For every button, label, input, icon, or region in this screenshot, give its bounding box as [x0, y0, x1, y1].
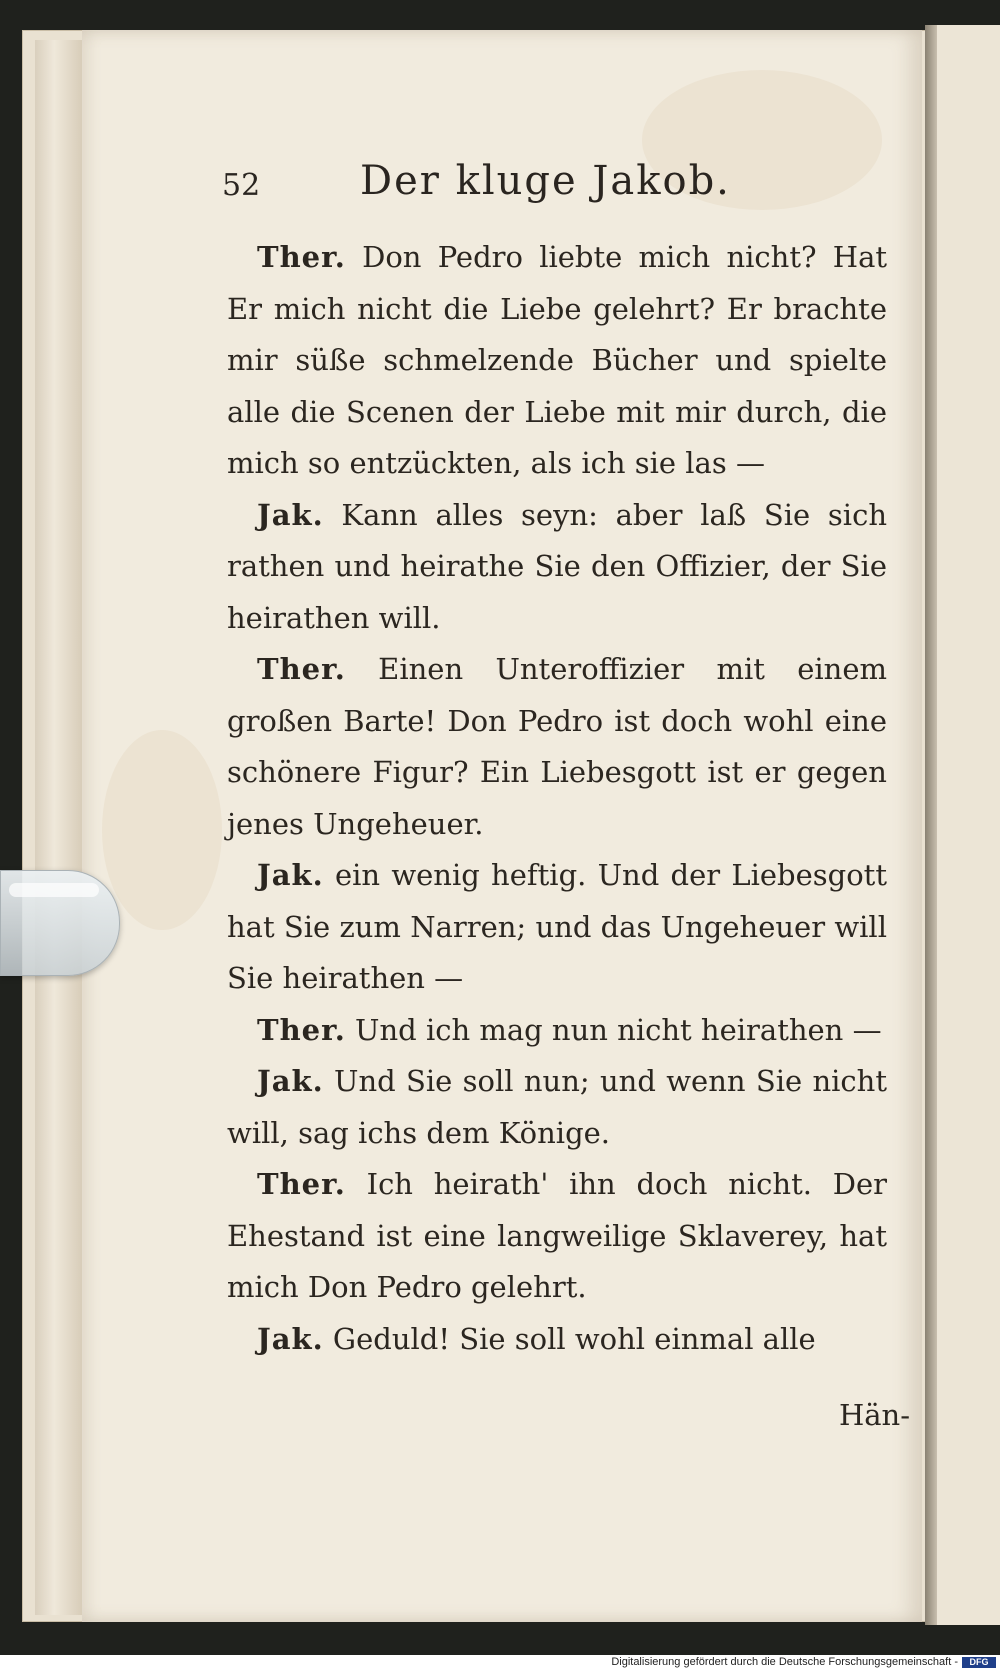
- speech-text: Und Sie soll nun; und wenn Sie nicht will, sag ichs dem Könige.: [227, 1064, 888, 1150]
- speech: [227, 1005, 887, 1057]
- speaker-label: Jak.: [257, 1064, 324, 1098]
- catchword: Hän-: [838, 1398, 910, 1432]
- speech-text: Ich heirath' ihn doch nicht. Der Ehestand ist eine langweilige Sklaverey, hat mich Don Pedro gelehrt.: [227, 1167, 887, 1304]
- speech-text: Einen Unteroffizier mit einem großen Barte! Don Pedro ist doch wohl eine schönere Figur? Ein Liebesgott ist er gegen jenes Ungeheuer.: [227, 652, 888, 841]
- page-header: [222, 158, 742, 208]
- speech: [227, 1056, 887, 1159]
- speaker-label: Ther.: [257, 652, 346, 686]
- dfg-logo: DFG: [962, 1657, 996, 1668]
- speaker-label: Jak.: [257, 497, 324, 532]
- speaker-label: Ther.: [257, 240, 346, 274]
- page-clamp: [0, 870, 120, 976]
- speaker-label: Ther.: [257, 1012, 346, 1047]
- speech-text: ein wenig heftig. Und der Liebesgott hat Sie zum Narren; und das Ungeheuer will Sie heirathen —: [227, 858, 887, 995]
- speech: [227, 490, 887, 645]
- page-block-edge: [35, 40, 84, 1615]
- speech: [227, 850, 887, 1005]
- page-number: 52: [222, 168, 261, 203]
- speech-text: Und ich mag nun nicht heirathen —: [355, 1012, 882, 1047]
- speaker-label: Jak.: [257, 1321, 324, 1356]
- clamp-highlight: [9, 883, 99, 897]
- speech-text: Don Pedro liebte mich nicht? Hat Er mich nicht die Liebe gelehrt? Er brachte mir süße schmelzende Bücher und spielte alle die Scenen der Liebe mit mir durch, die mich so entzückten, als ich sie las —: [227, 240, 888, 480]
- speech: [227, 1159, 887, 1314]
- speech: [227, 1314, 887, 1366]
- footer-bar: [0, 1655, 1000, 1670]
- speech-text: Kann alles seyn: aber laß Sie sich rathen und heirathe Sie den Offizier, der Sie heirathen will.: [227, 497, 887, 635]
- facing-page-edge: [935, 25, 1000, 1625]
- running-title: Der kluge Jakob.: [360, 158, 731, 204]
- dialogue-text: [227, 232, 887, 1365]
- speech: [227, 232, 887, 490]
- gutter-shadow: [925, 25, 937, 1625]
- paper-stain: [102, 730, 222, 930]
- speech: [227, 644, 887, 850]
- speaker-label: Jak.: [257, 858, 324, 892]
- footer-credit: Digitalisierung gefördert durch die Deutsche Forschungsgemeinschaft -: [611, 1656, 958, 1668]
- speaker-label: Ther.: [257, 1167, 346, 1201]
- speech-text: Geduld! Sie soll wohl einmal alle: [332, 1321, 816, 1356]
